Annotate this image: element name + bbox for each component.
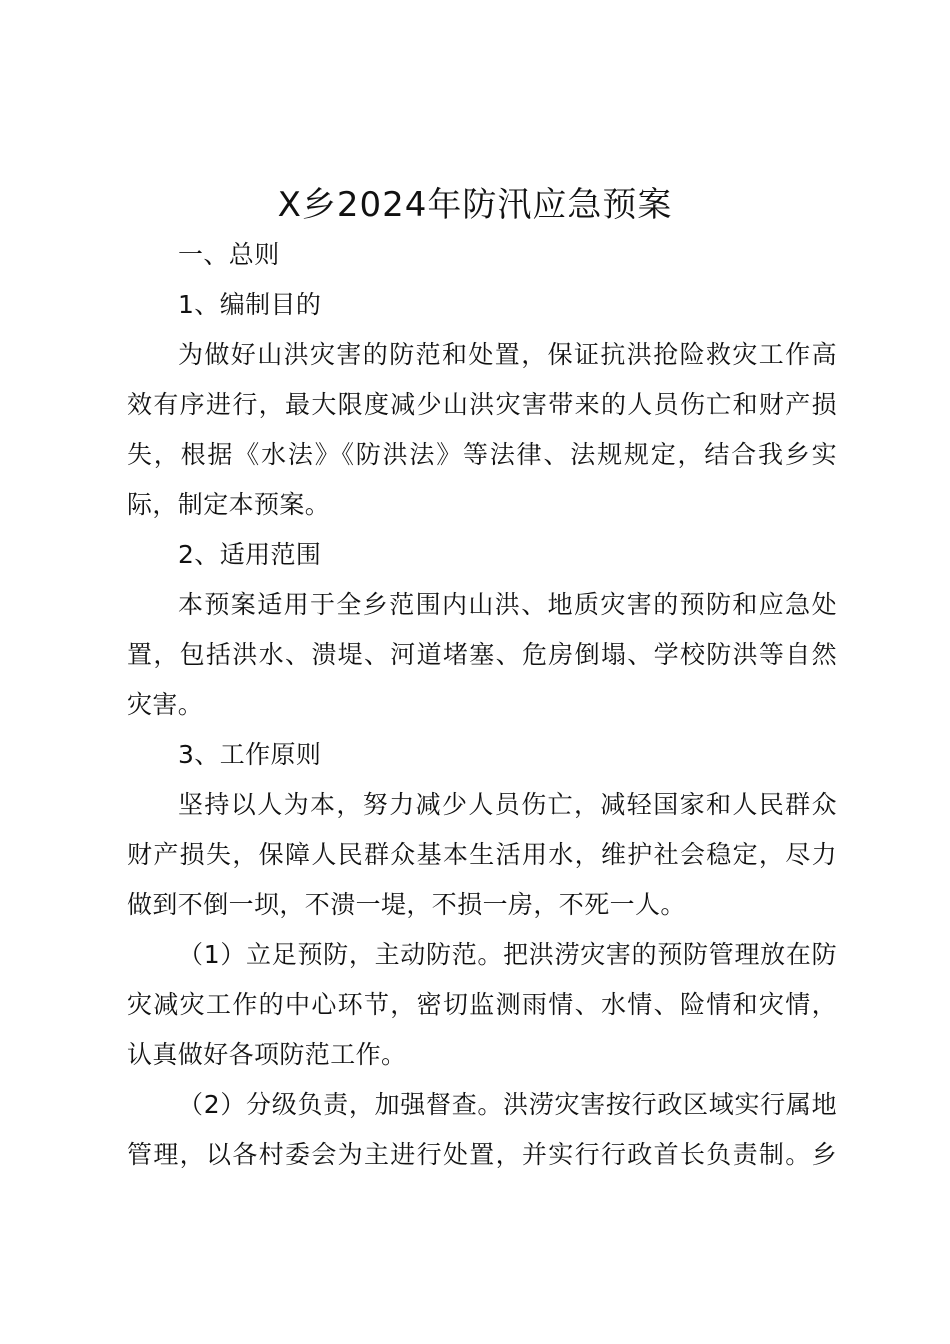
- paragraph-line: 灾害。: [127, 690, 204, 719]
- paragraph-line: 管理，以各村委会为主进行处置，并实行行政首长负责制。乡: [127, 1140, 837, 1169]
- section-heading-general: 一、总则: [178, 240, 280, 269]
- paragraph-line: （2）分级负责，加强督查。洪涝灾害按行政区域实行属地: [178, 1090, 837, 1119]
- subheading-principles: 3、工作原则: [178, 740, 322, 769]
- paragraph-line: 坚持以人为本，努力减少人员伤亡，减轻国家和人民群众: [178, 790, 837, 819]
- paragraph-line: 财产损失，保障人民群众基本生活用水，维护社会稳定，尽力: [127, 840, 837, 869]
- paragraph-line: 际，制定本预案。: [127, 490, 331, 519]
- paragraph-line: 效有序进行，最大限度减少山洪灾害带来的人员伤亡和财产损: [127, 390, 837, 419]
- paragraph-line: 做到不倒一坝，不溃一堤，不损一房，不死一人。: [127, 890, 686, 919]
- paragraph-line: 置，包括洪水、溃堤、河道堵塞、危房倒塌、学校防洪等自然: [127, 640, 837, 669]
- paragraph-line: （1）立足预防，主动防范。把洪涝灾害的预防管理放在防: [178, 940, 837, 969]
- paragraph-line: 灾减灾工作的中心环节，密切监测雨情、水情、险情和灾情，: [127, 990, 837, 1019]
- paragraph-line: 为做好山洪灾害的防范和处置，保证抗洪抢险救灾工作高: [178, 340, 837, 369]
- subheading-purpose: 1、编制目的: [178, 290, 322, 319]
- paragraph-line: 本预案适用于全乡范围内山洪、地质灾害的预防和应急处: [178, 590, 837, 619]
- document-title: X乡2024年防汛应急预案: [277, 185, 673, 225]
- subheading-scope: 2、适用范围: [178, 540, 322, 569]
- paragraph-line: 失，根据《水法》《防洪法》等法律、法规规定，结合我乡实: [127, 440, 837, 469]
- paragraph-line: 认真做好各项防范工作。: [127, 1040, 407, 1069]
